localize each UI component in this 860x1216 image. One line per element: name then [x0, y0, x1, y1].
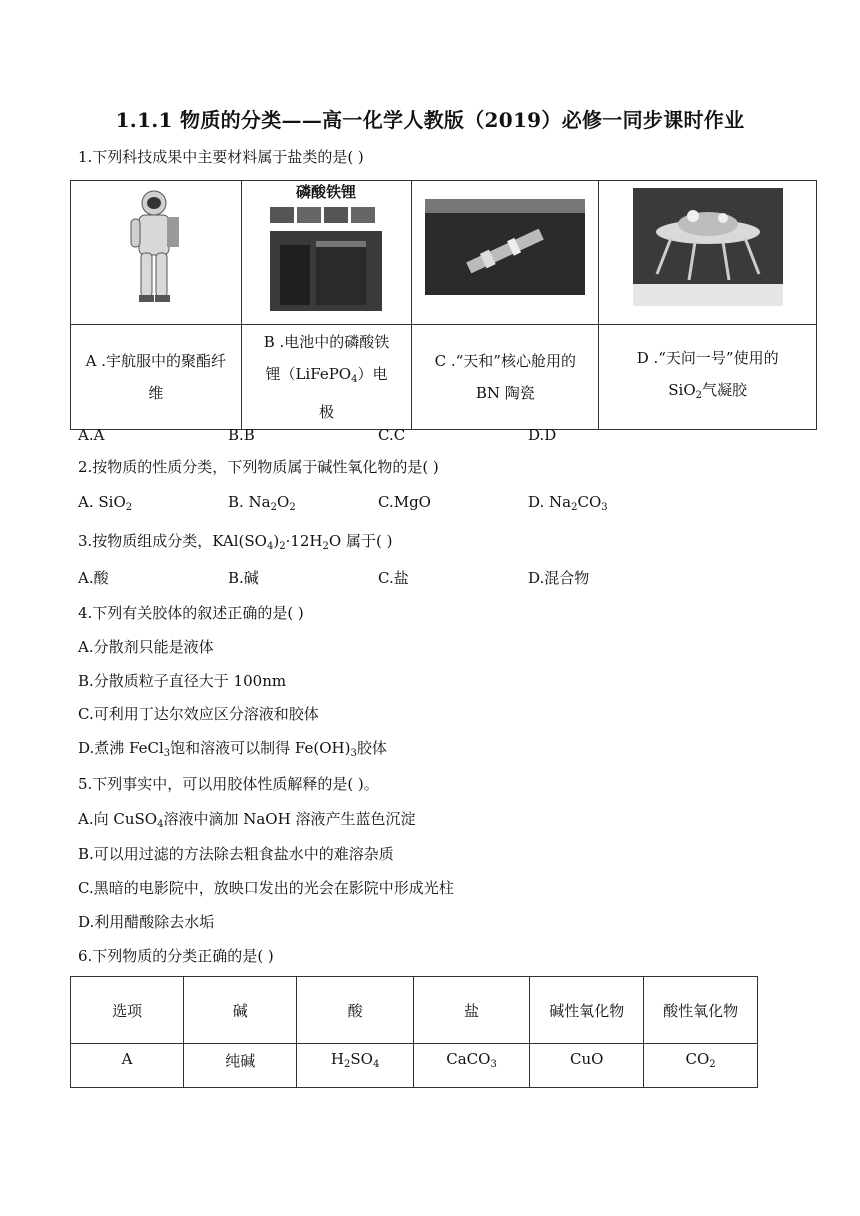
astronaut-image	[121, 187, 191, 307]
q6-row-acid	[297, 1044, 413, 1088]
q1-caption-c-line2: BN 陶瓷	[475, 384, 535, 402]
q4-option-d-mid: 饱和溶液可以制得 Fe(OH)	[170, 739, 351, 757]
q1-caption-d-tail: 气凝胶	[702, 381, 748, 399]
q6-header-acidic-oxide: 酸性氧化物	[644, 977, 758, 1044]
q4-option-d-pre: D.煮沸 FeCl	[78, 739, 164, 757]
q1-caption-d-line2	[599, 374, 816, 412]
q2-option-b-sub: 2	[270, 502, 278, 513]
q6-row-acidic-oxide-sub: 2	[709, 1059, 716, 1070]
q1-stem: 1.下列科技成果中主要材料属于盐类的是( )	[78, 148, 364, 166]
q2-option-b-text2: O	[277, 493, 290, 511]
q4-option-a[interactable]: A.分散剂只能是液体	[78, 638, 214, 656]
q1-caption-a	[71, 325, 242, 430]
q6-classification-table	[70, 976, 758, 1088]
battery-image	[266, 181, 386, 313]
q3-formula-b: )	[273, 532, 280, 550]
q4-option-c[interactable]: C.可利用丁达尔效应区分溶液和胶体	[78, 705, 319, 723]
q2-option-d-sub: 2	[571, 502, 578, 513]
q5-option-a-post: 溶液中滴加 NaOH 溶液产生蓝色沉淀	[163, 810, 416, 828]
q6-row-acid-a: H	[330, 1050, 344, 1068]
q1-image-c-cell	[412, 181, 599, 325]
q6-row-acidic-oxide-a: CO	[685, 1050, 710, 1068]
q5-option-b[interactable]: B.可以用过滤的方法除去粗食盐水中的难溶杂质	[78, 845, 394, 863]
q1-caption-b-sub: 4	[351, 374, 358, 385]
q6-row-basic-oxide: CuO	[530, 1044, 644, 1088]
q1-image-a-cell	[71, 181, 242, 325]
q6-header-option: 选项	[71, 977, 184, 1044]
q3-option-b[interactable]: B.碱	[228, 569, 259, 587]
q6-header-salt: 盐	[413, 977, 529, 1044]
q2-option-b-text: B. Na	[228, 493, 271, 511]
q1-option-a[interactable]: A.A	[78, 426, 105, 444]
q2-option-c[interactable]: C.MgO	[378, 493, 431, 511]
q5-stem: 5.下列事实中，可以用胶体性质解释的是( )。	[78, 775, 379, 793]
q4-option-d[interactable]	[78, 737, 387, 759]
q2-stem: 2.按物质的性质分类，下列物质属于碱性氧化物的是( )	[78, 458, 439, 476]
mars-lander-image	[633, 188, 783, 306]
q4-stem: 4.下列有关胶体的叙述正确的是( )	[78, 604, 304, 622]
q1-option-b[interactable]: B.B	[228, 426, 255, 444]
q1-image-d-cell	[599, 181, 817, 325]
q6-row-salt-a: CaCO	[446, 1050, 491, 1068]
q3-sub1: 4	[266, 541, 274, 552]
q3-stem	[78, 530, 392, 552]
q1-caption-a-text: A .宇航服中的聚酯纤维	[85, 352, 227, 402]
q6-row-acid-sub2: 4	[372, 1059, 380, 1070]
q3-stem-post: 属于( )	[345, 532, 393, 550]
q6-header-base: 碱	[184, 977, 297, 1044]
q3-formula-d: O	[328, 532, 342, 550]
q1-caption-b-formula: 锂（LiFePO	[265, 365, 352, 383]
table-row[interactable]	[71, 1044, 758, 1088]
q3-sub2: 2	[279, 541, 286, 552]
q2-option-a[interactable]	[78, 493, 132, 513]
q1-caption-b-line1: B .电池中的磷酸铁	[263, 333, 390, 351]
q1-caption-b-line3: 极	[318, 403, 334, 421]
q3-sub3: 2	[322, 541, 329, 552]
q1-option-c[interactable]: C.C	[378, 426, 406, 444]
q2-option-d-text: D. Na	[528, 493, 572, 511]
q1-image-table	[70, 180, 817, 430]
q1-caption-b	[241, 325, 412, 430]
q1-caption-b-tail: ）电	[357, 365, 388, 383]
q5-option-d[interactable]: D.利用醋酸除去水垢	[78, 913, 215, 931]
q5-option-a[interactable]	[78, 808, 415, 830]
q6-row-acid-sub1: 2	[343, 1059, 351, 1070]
q6-row-acidic-oxide	[644, 1044, 758, 1088]
q1-option-d[interactable]: D.D	[528, 426, 557, 444]
q6-header-acid: 酸	[297, 977, 413, 1044]
page-title: 1.1.1 物质的分类——高一化学人教版（2019）必修一同步课时作业	[115, 108, 745, 132]
q2-option-d-text2: CO	[577, 493, 602, 511]
q1-caption-d-formula: SiO	[668, 381, 696, 399]
q6-row-salt-sub: 3	[490, 1059, 497, 1070]
q3-formula-c: ·12H	[285, 532, 323, 550]
q5-option-a-sub: 4	[157, 819, 164, 830]
q6-row-salt	[413, 1044, 529, 1088]
q5-option-a-pre: A.向 CuSO	[78, 810, 158, 828]
q1-image-b-cell	[241, 181, 412, 325]
q4-option-d-sub2: 3	[350, 748, 357, 759]
q2-option-a-sub: 2	[125, 502, 133, 513]
q2-option-d[interactable]	[528, 493, 608, 513]
q1-caption-c-line1: C .“天和”核心舱用的	[434, 352, 576, 370]
q6-row-acid-b: SO	[350, 1050, 373, 1068]
q6-stem: 6.下列物质的分类正确的是( )	[78, 947, 274, 965]
q3-option-d[interactable]: D.混合物	[528, 569, 590, 587]
q3-formula-a: KAl(SO	[212, 532, 267, 550]
q3-option-a[interactable]: A.酸	[78, 569, 109, 587]
q4-option-b[interactable]: B.分散质粒子直径大于 100nm	[78, 672, 287, 690]
q6-row-option: A	[71, 1044, 184, 1088]
q1-caption-b-line2	[242, 358, 412, 396]
q2-option-d-sub2: 3	[601, 502, 608, 513]
q6-header-basic-oxide: 碱性氧化物	[530, 977, 644, 1044]
q6-row-base: 纯碱	[184, 1044, 297, 1088]
q2-option-b-sub2: 2	[289, 502, 296, 513]
q1-caption-c	[412, 325, 599, 430]
q1-caption-d	[599, 325, 817, 430]
q4-option-d-sub1: 3	[163, 748, 171, 759]
q1-caption-d-sub: 2	[695, 390, 703, 401]
q2-option-a-text: A. SiO	[78, 493, 126, 511]
q5-option-c[interactable]: C.黑暗的电影院中，放映口发出的光会在影院中形成光柱	[78, 879, 454, 897]
space-station-image	[425, 199, 585, 295]
q3-option-c[interactable]: C.盐	[378, 569, 409, 587]
q1-caption-d-line1: D .“天问一号”使用的	[636, 349, 779, 367]
q2-option-b[interactable]	[228, 493, 296, 513]
q3-stem-pre: 3.按物质组成分类，	[78, 532, 213, 550]
battery-heading-text: 磷酸铁锂	[296, 183, 357, 201]
q4-option-d-post: 胶体	[356, 739, 387, 757]
